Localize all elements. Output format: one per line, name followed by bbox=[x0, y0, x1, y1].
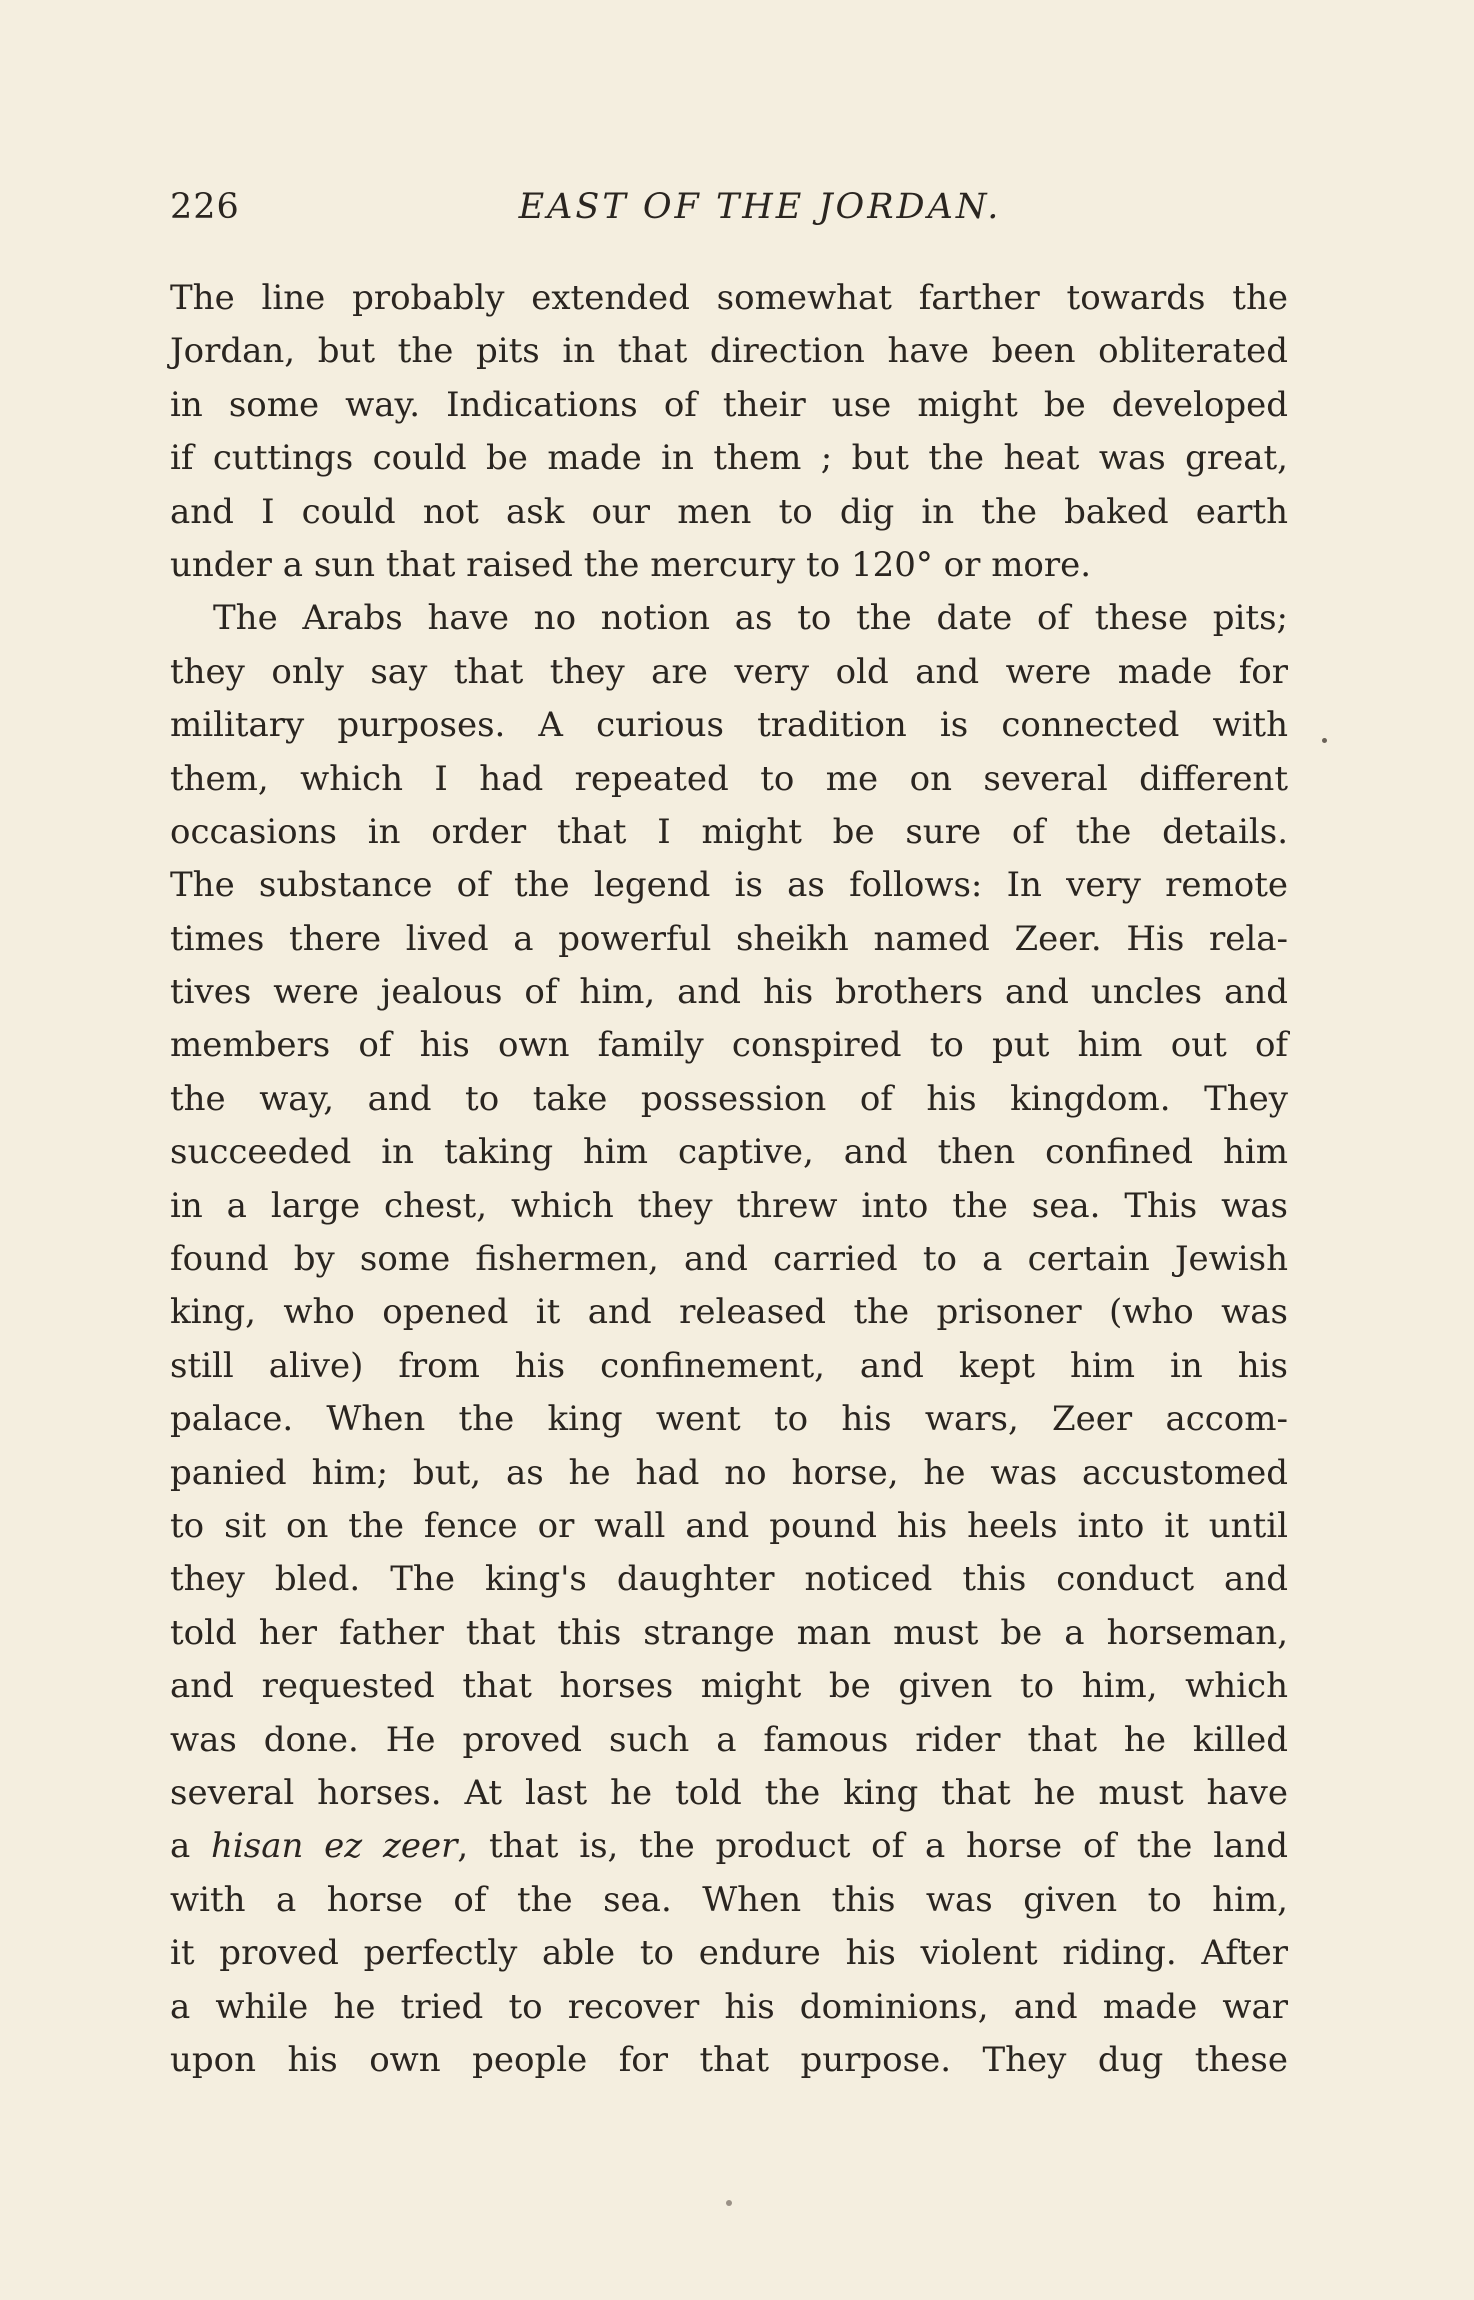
text-line: them, which I had repeated to me on several different bbox=[170, 758, 1288, 799]
text-line: upon his own people for that purpose. They dug these bbox=[170, 2039, 1288, 2080]
text-line: succeeded in taking him captive, and then confined him bbox=[170, 1132, 1288, 1173]
text-line: king, who opened it and released the prisoner (who was bbox=[170, 1292, 1288, 1333]
text-line: a while he tried to recover his dominions, and made war bbox=[170, 1986, 1288, 2027]
text-line: panied him; but, as he had no horse, he was accustomed bbox=[170, 1452, 1288, 1493]
text-line: was done. He proved such a famous rider that he killed bbox=[170, 1719, 1288, 1760]
text-line: and I could not ask our men to dig in the baked earth bbox=[170, 491, 1288, 532]
text-line: several horses. At last he told the king that he must have bbox=[170, 1772, 1288, 1813]
text-line: it proved perfectly able to endure his violent riding. After bbox=[170, 1933, 1288, 1974]
text-line: in a large chest, which they threw into the sea. This was bbox=[170, 1185, 1288, 1226]
running-title: EAST OF THE JORDAN. bbox=[518, 187, 1002, 227]
text-line: times there lived a powerful sheikh named Zeer. His rela- bbox=[170, 918, 1288, 959]
print-speck bbox=[726, 2200, 732, 2206]
text-line: occasions in order that I might be sure of the details. bbox=[170, 811, 1288, 852]
text-line: members of his own family conspired to put him out of bbox=[170, 1025, 1288, 1066]
text-line: tives were jealous of him, and his brothers and uncles and bbox=[170, 972, 1288, 1013]
page-header bbox=[170, 182, 1290, 232]
text-line: if cuttings could be made in them ; but the heat was great, bbox=[170, 438, 1288, 479]
text-fragment: a bbox=[170, 1826, 212, 1867]
text-line: Jordan, but the pits in that direction have been obliterated bbox=[170, 331, 1288, 372]
text-line: in some way. Indications of their use might be developed bbox=[170, 384, 1288, 425]
page-number: 226 bbox=[170, 187, 240, 227]
text-line: military purposes. A curious tradition is connected with bbox=[170, 705, 1288, 746]
text-line: and requested that horses might be given to him, which bbox=[170, 1666, 1288, 1707]
text-line: found by some fishermen, and carried to a certain Jewish bbox=[170, 1239, 1288, 1280]
text-line: told her father that this strange man must be a horseman, bbox=[170, 1612, 1288, 1653]
text-line-with-italic bbox=[170, 1820, 1288, 1873]
text-line: The line probably extended somewhat farther towards the bbox=[170, 278, 1288, 318]
text-fragment: , that is, the product of a horse of the land bbox=[457, 1826, 1288, 1867]
italic-phrase: hisan ez zeer bbox=[211, 1826, 458, 1867]
text-line: with a horse of the sea. When this was given to him, bbox=[170, 1879, 1288, 1920]
text-line: to sit on the fence or wall and pound his heels into it until bbox=[170, 1505, 1288, 1546]
text-line: palace. When the king went to his wars, Zeer accom- bbox=[170, 1399, 1288, 1440]
print-speck bbox=[1322, 738, 1327, 743]
text-line: the way, and to take possession of his kingdom. They bbox=[170, 1078, 1288, 1119]
body-text bbox=[170, 272, 1288, 2087]
text-line: The Arabs have no notion as to the date of these pits; bbox=[213, 598, 1288, 639]
text-line: The substance of the legend is as follows: In very remote bbox=[170, 865, 1288, 906]
text-line: under a sun that raised the mercury to 120° or more. bbox=[170, 544, 1092, 585]
text-line: still alive) from his confinement, and kept him in his bbox=[170, 1345, 1288, 1386]
text-line: they bled. The king's daughter noticed this conduct and bbox=[170, 1559, 1288, 1600]
text-line: they only say that they are very old and were made for bbox=[170, 651, 1288, 692]
